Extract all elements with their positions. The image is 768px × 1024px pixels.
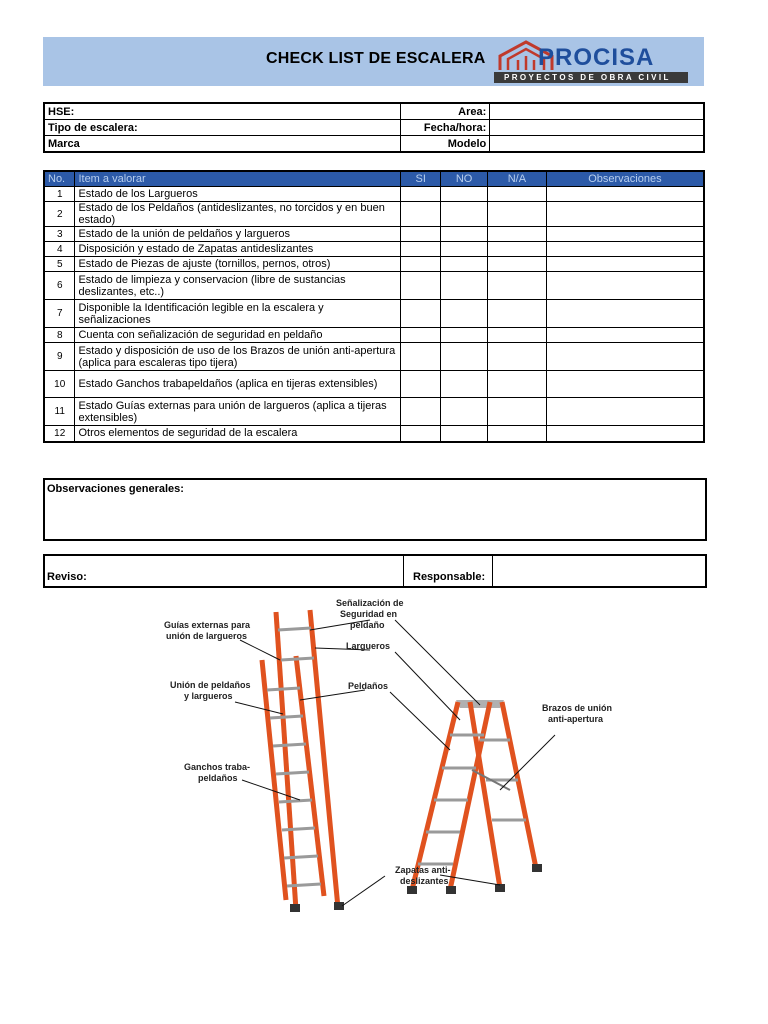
si-cell[interactable] [401, 187, 441, 202]
row-number: 1 [44, 187, 75, 202]
col-header-no-answer: NO [441, 171, 488, 187]
observaciones-cell[interactable] [546, 202, 704, 227]
table-row [44, 187, 704, 202]
callout-brazos-1: Brazos de unión [542, 703, 613, 713]
na-cell[interactable] [488, 398, 547, 426]
callout-peldanos: Peldaños [348, 681, 389, 691]
observaciones-cell[interactable] [546, 328, 704, 343]
row-number: 8 [44, 328, 75, 343]
col-header-na: N/A [488, 171, 547, 187]
table-row [44, 426, 704, 442]
callout-zapatas-1: Zapatas anti- [395, 865, 451, 875]
na-cell[interactable] [488, 300, 547, 328]
callout-senal-2: Seguridad en [340, 609, 398, 619]
si-cell[interactable] [401, 257, 441, 272]
callout-guias-2: unión de largueros [166, 631, 248, 641]
row-item: Estado Guías externas para unión de largueros (aplica a tijeras extensibles) [75, 398, 401, 426]
callout-largueros: Largueros [346, 641, 391, 651]
row-number: 11 [44, 398, 75, 426]
table-row [44, 227, 704, 242]
row-item: Estado de limpieza y conservacion (libre de sustancias deslizantes, etc..) [75, 272, 401, 300]
tipo-escalera-label: Tipo de escalera: [44, 120, 401, 136]
table-row [44, 257, 704, 272]
si-cell[interactable] [401, 343, 441, 371]
na-cell[interactable] [488, 371, 547, 398]
table-row [44, 343, 704, 371]
na-cell[interactable] [488, 187, 547, 202]
observaciones-generales-box[interactable] [43, 478, 707, 541]
si-cell[interactable] [401, 202, 441, 227]
si-cell[interactable] [401, 242, 441, 257]
row-number: 10 [44, 371, 75, 398]
no-cell[interactable] [441, 371, 488, 398]
observaciones-generales-label: Observaciones generales: [47, 483, 184, 495]
extension-ladder [262, 610, 344, 912]
info-row-tipo [44, 120, 704, 136]
ladder-diagram [150, 590, 630, 930]
table-row [44, 272, 704, 300]
procisa-logo [494, 40, 688, 84]
marca-label: Marca [44, 136, 401, 153]
table-row [44, 202, 704, 227]
na-cell[interactable] [488, 426, 547, 442]
no-cell[interactable] [441, 328, 488, 343]
row-item: Disponible la Identificación legible en la escalera y señalizaciones [75, 300, 401, 328]
observaciones-cell[interactable] [546, 426, 704, 442]
no-cell[interactable] [441, 242, 488, 257]
row-item: Estado de los Largueros [75, 187, 401, 202]
hse-label: HSE: [44, 103, 401, 120]
si-cell[interactable] [401, 272, 441, 300]
reviso-label: Reviso: [47, 571, 87, 583]
table-row [44, 242, 704, 257]
logo-name: PROCISA [538, 44, 655, 71]
na-cell[interactable] [488, 242, 547, 257]
na-cell[interactable] [488, 328, 547, 343]
row-item: Estado de Piezas de ajuste (tornillos, pernos, otros) [75, 257, 401, 272]
row-item: Estado de los Peldaños (antideslizantes, no torcidos y en buen estado) [75, 202, 401, 227]
table-row [44, 398, 704, 426]
area-field[interactable] [490, 103, 704, 120]
firma-divider [403, 556, 404, 586]
row-number: 2 [44, 202, 75, 227]
callout-senal-1: Señalización de [336, 598, 404, 608]
col-header-si: SI [401, 171, 441, 187]
no-cell[interactable] [441, 272, 488, 300]
callout-ganchos-1: Ganchos traba- [184, 762, 251, 772]
col-header-item: Item a valorar [75, 171, 401, 187]
row-item: Estado Ganchos trabapeldaños (aplica en tijeras extensibles) [75, 371, 401, 398]
observaciones-cell[interactable] [546, 300, 704, 328]
responsable-field[interactable] [493, 556, 705, 586]
observaciones-cell[interactable] [546, 343, 704, 371]
row-item: Estado y disposición de uso de los Brazos de unión anti-apertura (aplica para escaleras tipo tijera) [75, 343, 401, 371]
callout-brazos-2: anti-apertura [548, 714, 604, 724]
no-cell[interactable] [441, 227, 488, 242]
callout-zapatas-2: deslizantes [400, 876, 449, 886]
si-cell[interactable] [401, 300, 441, 328]
info-row-marca [44, 136, 704, 153]
fecha-hora-label: Fecha/hora: [401, 120, 490, 136]
no-cell[interactable] [441, 300, 488, 328]
observaciones-cell[interactable] [546, 257, 704, 272]
table-row [44, 300, 704, 328]
si-cell[interactable] [401, 371, 441, 398]
row-item: Cuenta con señalización de seguridad en peldaño [75, 328, 401, 343]
no-cell[interactable] [441, 202, 488, 227]
row-number: 12 [44, 426, 75, 442]
no-cell[interactable] [441, 187, 488, 202]
na-cell[interactable] [488, 272, 547, 300]
observaciones-cell[interactable] [546, 242, 704, 257]
callout-union-2: y largueros [184, 691, 233, 701]
table-row [44, 371, 704, 398]
observaciones-cell[interactable] [546, 227, 704, 242]
na-cell[interactable] [488, 227, 547, 242]
no-cell[interactable] [441, 426, 488, 442]
fecha-hora-field[interactable] [490, 120, 704, 136]
row-number: 7 [44, 300, 75, 328]
no-cell[interactable] [441, 343, 488, 371]
observaciones-cell[interactable] [546, 272, 704, 300]
row-number: 4 [44, 242, 75, 257]
logo-tagline: PROYECTOS DE OBRA CIVIL [504, 73, 671, 82]
row-number: 9 [44, 343, 75, 371]
checklist-header-row [44, 171, 704, 187]
observaciones-cell[interactable] [546, 398, 704, 426]
col-header-no: No. [44, 171, 75, 187]
si-cell[interactable] [401, 426, 441, 442]
observaciones-cell[interactable] [546, 371, 704, 398]
si-cell[interactable] [401, 398, 441, 426]
no-cell[interactable] [441, 257, 488, 272]
row-item: Disposición y estado de Zapatas antideslizantes [75, 242, 401, 257]
callout-guias-1: Guías externas para [164, 620, 251, 630]
na-cell[interactable] [488, 202, 547, 227]
area-label: Area: [401, 103, 490, 120]
modelo-field[interactable] [490, 136, 704, 153]
na-cell[interactable] [488, 257, 547, 272]
page-title: CHECK LIST DE ESCALERA [266, 50, 486, 67]
na-cell[interactable] [488, 343, 547, 371]
callout-senal-3: peldaño [350, 620, 385, 630]
modelo-label: Modelo [401, 136, 490, 153]
si-cell[interactable] [401, 328, 441, 343]
row-number: 3 [44, 227, 75, 242]
checklist-table [43, 170, 705, 443]
info-row-hse [44, 103, 704, 120]
table-row [44, 328, 704, 343]
observaciones-cell[interactable] [546, 187, 704, 202]
callout-union-1: Unión de peldaños [170, 680, 251, 690]
responsable-label: Responsable: [413, 571, 486, 583]
row-number: 5 [44, 257, 75, 272]
row-item: Otros elementos de seguridad de la escalera [75, 426, 401, 442]
callout-ganchos-2: peldaños [198, 773, 238, 783]
row-number: 6 [44, 272, 75, 300]
row-item: Estado de la unión de peldaños y largueros [75, 227, 401, 242]
si-cell[interactable] [401, 227, 441, 242]
col-header-observaciones: Observaciones [546, 171, 704, 187]
info-table [43, 102, 705, 153]
firma-box [43, 554, 707, 588]
no-cell[interactable] [441, 398, 488, 426]
